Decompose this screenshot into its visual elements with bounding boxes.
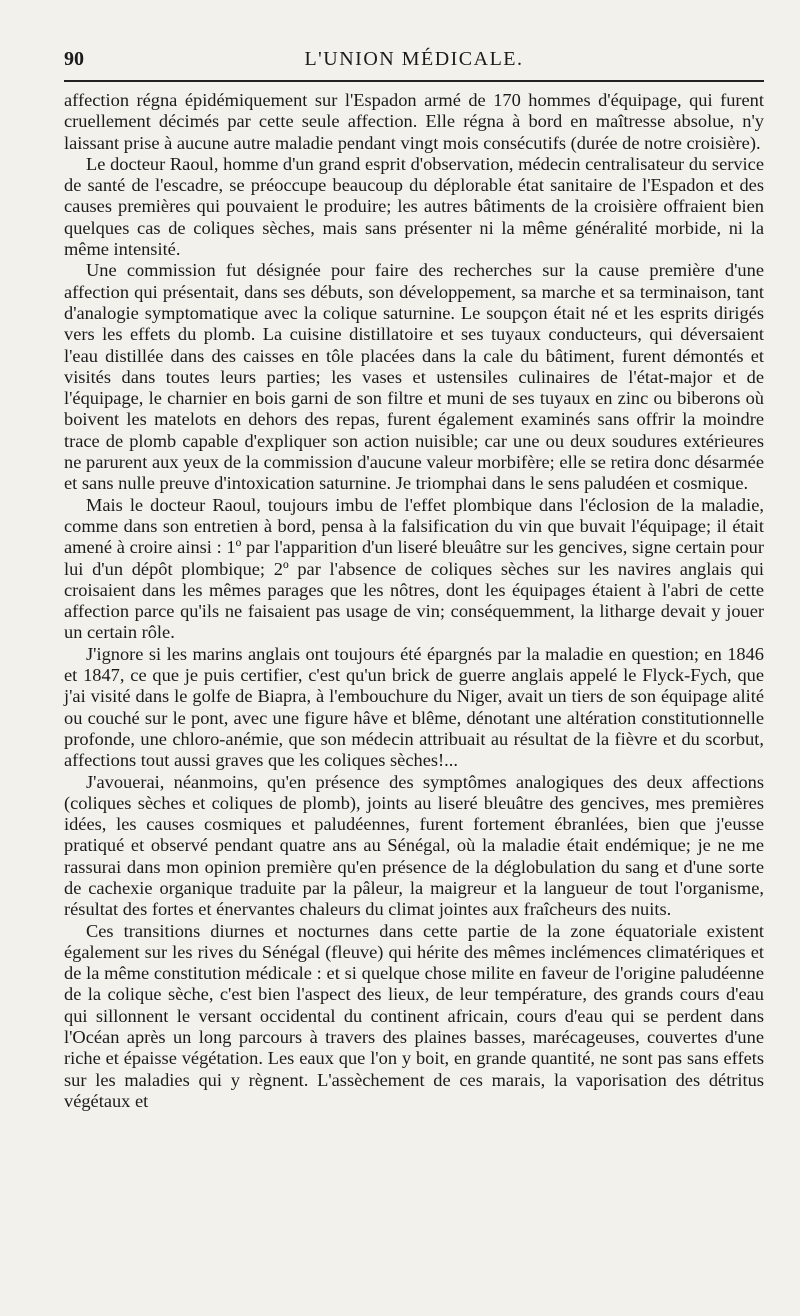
paragraph-6: J'avouerai, néanmoins, qu'en présence des symptômes analogiques des deux affections (coliques sèches et coliques de plomb), joints au liseré bleuâtre des gencives, mes premières idées, les causes cosmiques et paludéennes, furent fortement ébranlées, bien que j'eusse pratiqué et observé pendant quatre ans au Sénégal, où la maladie était endémique; je ne me rassurai dans mon opinion première qu'en présence de la déglobulation du sang et d'une sorte de cachexie organique traduite par la pâleur, la maigreur et la langueur de tout l'organisme, résultat des fortes et énervantes chaleurs du climat jointes aux fraîcheurs des nuits. [64, 771, 764, 920]
page-header [64, 42, 764, 76]
running-title: L'UNION MÉDICALE. [304, 48, 524, 70]
header-rule [64, 80, 764, 82]
paragraph-3: Une commission fut désignée pour faire des recherches sur la cause première d'une affection qui présentait, dans ses débuts, son développement, sa marche et sa terminaison, tant d'analogie symptomatique avec la colique saturnine. Le soupçon était né et les esprits dirigés vers les effets du plomb. La cuisine distillatoire et ses tuyaux conducteurs, qui déversaient l'eau distillée dans des caisses en tôle placées dans la cale du bâtiment, furent démontés et visités dans toutes leurs parties; les vases et ustensiles culinaires de l'état-major et de l'équipage, le charnier en bois garni de son filtre et muni de ses tuyaux en zinc ou biberons où boivent les matelots en dehors des repas, furent également examinés sans offrir la moindre trace de plomb capable d'expliquer son action nuisible; car une ou deux soudures extérieures ne parurent aux yeux de la commission d'aucune valeur morbifère; elle se retira donc désarmée et sans nulle preuve d'intoxication saturnine. Je triomphai dans le sens paludéen et cosmique. [64, 260, 764, 494]
paragraph-7: Ces transitions diurnes et nocturnes dans cette partie de la zone équatoriale existent également sur les rives du Sénégal (fleuve) qui hérite des mêmes inclémences climatériques et de la même constitution médicale : et si quelque chose milite en faveur de l'origine paludéenne de la colique sèche, c'est bien l'aspect des lieux, de leur température, des grands cours d'eau qui sillonnent le versant occidental du continent africain, cours d'eau qui se perdent dans l'Océan après un long parcours à travers des plaines basses, marécageuses, couvertes d'une riche et épaisse végétation. Les eaux que l'on y boit, en grande quantité, ne sont pas sans effets sur les maladies qui y règnent. L'assèchement de ces marais, la vaporisation des détritus végétaux et [64, 920, 764, 1111]
paragraph-1: affection régna épidémiquement sur l'Espadon armé de 170 hommes d'équipage, qui furent cruellement décimés par cette seule affection. Elle régna à bord en maîtresse absolue, n'y laissant prise à aucune autre maladie pendant vingt mois consécutifs (durée de notre croisière). [64, 90, 764, 153]
paragraph-4: Mais le docteur Raoul, toujours imbu de l'effet plombique dans l'éclosion de la maladie, comme dans son entretien à bord, pensa à la falsification du vin que buvait l'équipage; il était amené à croire ainsi : 1º par l'apparition d'un liseré bleuâtre sur les gencives, signe certain pour lui d'un dépôt plombique; 2º par l'absence de coliques sèches sur les navires anglais qui croisaient dans les mêmes parages que les nôtres, dont les équipages étaient à l'abri de cette affection parce qu'ils ne faisaient pas usage de vin; conséquemment, la litharge devait y jouer un certain rôle. [64, 494, 764, 643]
paragraph-2: Le docteur Raoul, homme d'un grand esprit d'observation, médecin centralisateur du service de santé de l'escadre, se préoccupe beaucoup du déplorable état sanitaire de l'Espadon et des causes premières qui pouvaient le produire; les autres bâtiments de la croisière offraient bien quelques cas de coliques sèches, mais sans présenter ni la même généralité morbide, ni la même intensité. [64, 153, 764, 260]
body-text [64, 90, 764, 1112]
paragraph-5: J'ignore si les marins anglais ont toujours été épargnés par la maladie en question; en 1846 et 1847, ce que je puis certifier, c'est qu'un brick de guerre anglais appelé le Flyck-Fych, que j'ai visité dans le golfe de Biapra, à l'embouchure du Niger, avait un tiers de son équipage alité ou couché sur le pont, avec une figure hâve et blême, dénotant une altération constitutionnelle profonde, une chloro-anémie, que son médecin attribuait au résultat de la fièvre et du scorbut, affections tout aussi graves que les coliques sèches!... [64, 643, 764, 771]
page-number: 90 [64, 48, 84, 70]
